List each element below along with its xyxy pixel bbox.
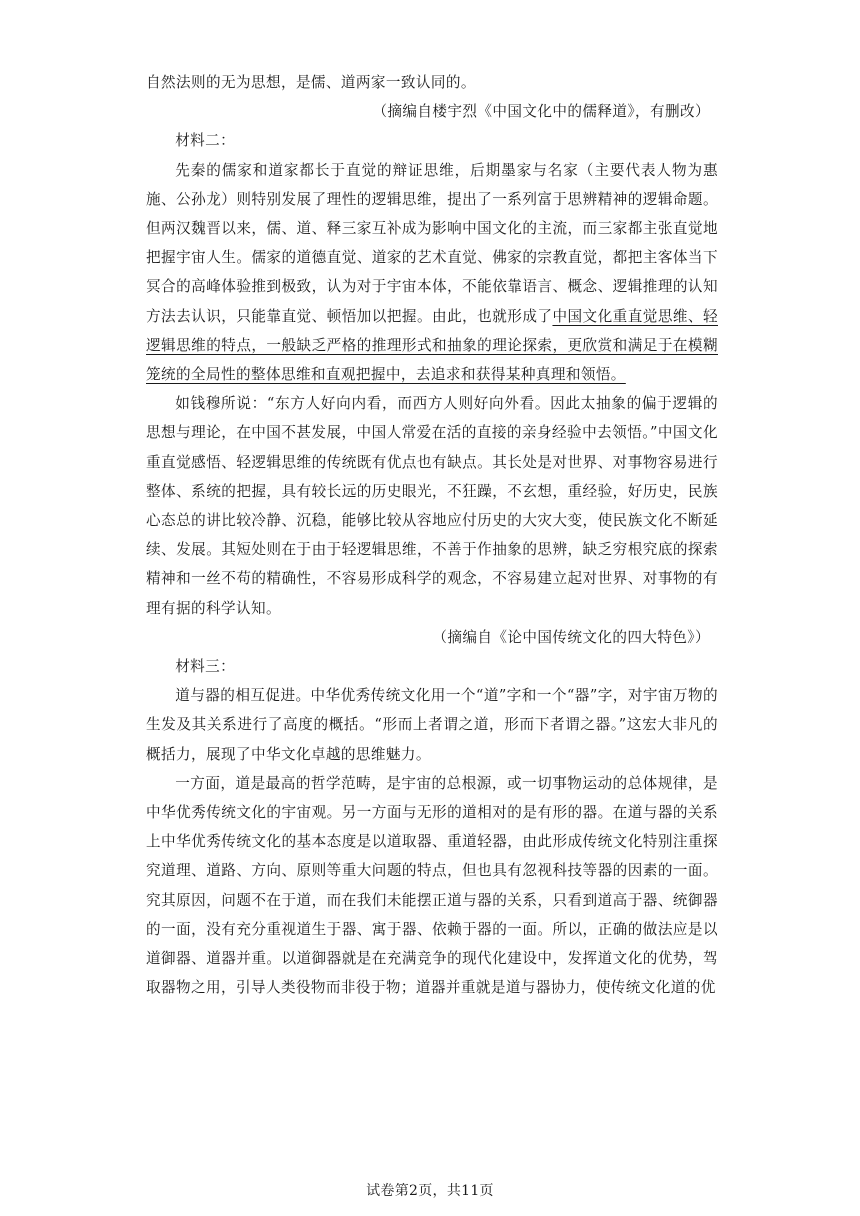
- paragraph-material-2-a: [146, 156, 718, 390]
- source-citation-2: （摘编自《论中国传统文化的四大特色》）: [432, 628, 710, 646]
- page-footer: 试卷第2页，共11页: [366, 1183, 494, 1199]
- source-citation-1: （摘编自楼宇烈《中国文化中的儒释道》，有删改）: [372, 103, 710, 121]
- section-heading-material-2: 材料二：: [175, 132, 236, 150]
- underlined-text: 中国文化重直觉思维、轻逻辑思维的特点，一般缺乏严格的推理形式和抽象的理论探索，更欣赏和满足于在模糊笼统的全局性的整体思维和直观把握中，去追求和获得某种真理和领悟。: [146, 307, 718, 384]
- paragraph-material-3-a: 道与器的相互促进。中华优秀传统文化用一个“道”字和一个“器”字，对宇宙万物的生发及其关系进行了高度的概括。“形而上者谓之道，形而下者谓之器。”这宏大非凡的概括力，展现了中华文化卓越的思维魅力。: [146, 687, 718, 763]
- document-body: [146, 68, 718, 1003]
- section-heading-material-3: 材料三：: [175, 658, 236, 676]
- paragraph-material-2-b: 如钱穆所说：“东方人好向内看，而西方人则好向外看。因此太抽象的偏于逻辑的思想与理论，在中国不甚发展，中国人常爱在活的直接的亲身经验中去领悟。”中国文化重直觉感悟、轻逻辑思维的传统既有优点也有缺点。其长处是对世界、对事物容易进行整体、系统的把握，具有较长远的历史眼光，不狂躁，不玄想，重经验，好历史，民族心态总的讲比较冷静、沉稳，能够比较从容地应付历史的大灾大变，使民族文化不断延续、发展。其短处则在于由于轻逻辑思维，不善于作抽象的思辨，缺乏穷根究底的探索精神和一丝不苟的精确性，不容易形成科学的观念，不容易建立起对世界、对事物的有理有据的科学认知。: [146, 395, 718, 617]
- paragraph-text: 先秦的儒家和道家都长于直觉的辩证思维，后期墨家与名家（主要代表人物为惠施、公孙龙）则特别发展了理性的逻辑思维，提出了一系列富于思辨精神的逻辑命题。但两汉魏晋以来，儒、道、释三家互补成为影响中国文化的主流，而三家都主张直觉地把握宇宙人生。儒家的道德直觉、道家的艺术直觉、佛家的宗教直觉，都把主客体当下冥合的高峰体验推到极致，认为对于宇宙本体，不能依靠语言、概念、逻辑推理的认知方法去认识，只能靠直觉、顿悟加以把握。由此，也就形成了: [146, 161, 718, 325]
- paragraph-material-3-b: 一方面，道是最高的哲学范畴，是宇宙的总根源，或一切事物运动的总体规律，是中华优秀传统文化的宇宙观。另一方面与无形的道相对的是有形的器。在道与器的关系上中华优秀传统文化的基本态度是以道取器、重道轻器，由此形成传统文化特别注重探究道理、道路、方向、原则等重大问题的特点，但也具有忽视科技等器的因素的一面。究其原因，问题不在于道，而在我们未能摆正道与器的关系，只看到道高于器、统御器的一面，没有充分重视道生于器、寓于器、依赖于器的一面。所以，正确的做法应是以道御器、道器并重。以道御器就是在充满竞争的现代化建设中，发挥道文化的优势，驾取器物之用，引导人类役物而非役于物；道器并重就是道与器协力，使传统文化道的优: [146, 774, 718, 997]
- paragraph-tail: 自然法则的无为思想，是儒、道两家一致认同的。: [146, 74, 476, 91]
